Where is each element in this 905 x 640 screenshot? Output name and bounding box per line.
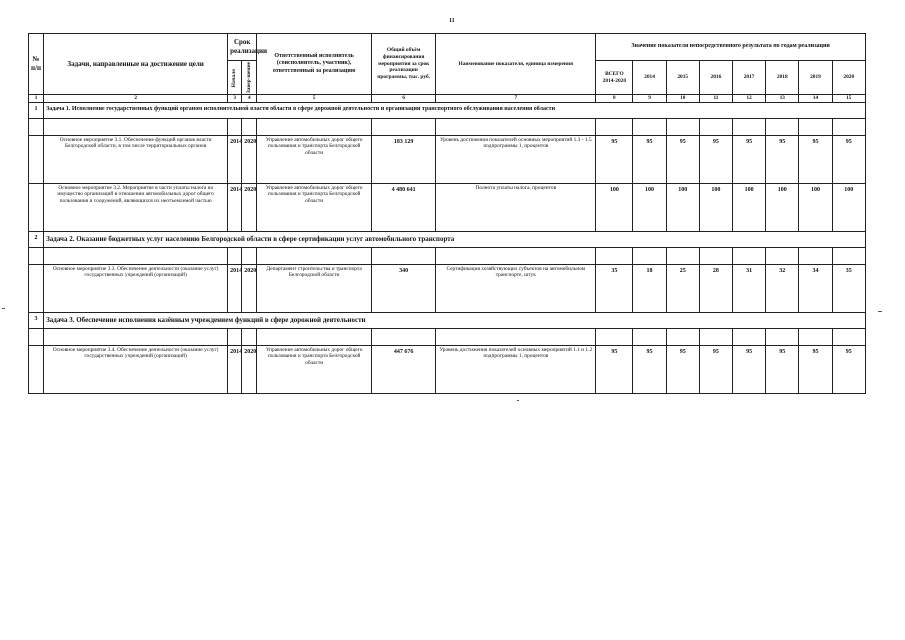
header-values: Значение показателя непосредственного результата по годам реализации [596,34,866,61]
column-number: 12 [733,95,766,103]
value-year: 95 [633,345,666,393]
header-year: 2020 [832,61,865,95]
header-task: Задачи, направленные на достижение цели [44,34,228,95]
column-number: 4 [242,95,257,103]
column-number: 6 [371,95,435,103]
header-year: 2017 [733,61,766,95]
task-number: 1 [29,102,44,118]
budget: 340 [371,264,435,312]
measure-name: Основное мероприятие 3.4. Обеспечение деятельности (оказание услуг) государственных учреждений (организаций) [44,345,228,393]
indicator: Уровень достижения показателей основных мероприятий 1.3 - 1.5 подпрограммы 1, процентов [436,135,596,183]
scan-mark [878,311,882,312]
value-year: 100 [666,183,699,231]
column-number: 7 [436,95,596,103]
start-year: 2014 [228,183,242,231]
end-year: 2020 [242,183,257,231]
value-year: 100 [766,183,799,231]
column-number: 11 [699,95,732,103]
column-number: 9 [633,95,666,103]
value-year: 95 [699,345,732,393]
indicator: Полнота уплаты налога, процентов [436,183,596,231]
value-year: 25 [666,264,699,312]
value-year: 95 [666,345,699,393]
header-total: ВСЕГО 2014-2020 [596,61,633,95]
value-year: 100 [832,183,865,231]
end-year: 2020 [242,135,257,183]
header-start: Начало [228,61,242,95]
budget: 4 480 641 [371,183,435,231]
header-year: 2019 [799,61,832,95]
value-year: 95 [832,135,865,183]
header-year: 2018 [766,61,799,95]
value-total: 95 [596,135,633,183]
table-row [29,264,866,312]
header-year: 2016 [699,61,732,95]
column-number: 8 [596,95,633,103]
table-row [29,135,866,183]
page-number: 11 [449,18,455,24]
header-year: 2015 [666,61,699,95]
indicator: Сертификация хозяйствующих субъектов на автомобильном транспорте, штук [436,264,596,312]
value-total: 95 [596,345,633,393]
end-year: 2020 [242,264,257,312]
task-title: Задача 1. Исполнение государственных функций органом исполнительной власти области в сфере дорожной деятельности и организации транспортного обслуживания населения области [44,102,866,118]
value-year: 34 [799,264,832,312]
task-row [29,231,866,247]
column-number: 13 [766,95,799,103]
header-budget: Общий объём финансирования мероприятия за срок реализации программы, тыс. руб. [371,34,435,95]
column-number-row [29,95,866,103]
task-number: 3 [29,312,44,328]
value-year: 18 [633,264,666,312]
column-number: 5 [257,95,372,103]
start-year: 2014 [228,264,242,312]
measure-name: Основное мероприятие 3.2. Мероприятие в части уплаты налога на имущество организаций в отношении автомобильных дорог общего пользования и сооружений, являющихся их неотъемлемой частью [44,183,228,231]
table-row [29,345,866,393]
value-year: 35 [832,264,865,312]
task-row [29,102,866,118]
value-year: 95 [733,135,766,183]
budget: 447 676 [371,345,435,393]
table-row [29,183,866,231]
value-year: 28 [699,264,732,312]
column-number: 2 [44,95,228,103]
executor: Департамент строительства и транспорта Белгородской области [257,264,372,312]
end-year: 2020 [242,345,257,393]
executor: Управление автомобильных дорог общего пользования и транспорта Белгородской области [257,345,372,393]
header-term: Срок реализации [228,34,257,61]
value-total: 35 [596,264,633,312]
results-table [28,33,866,394]
header-year: 2014 [633,61,666,95]
value-year: 95 [799,345,832,393]
scan-mark [517,400,519,401]
value-year: 95 [699,135,732,183]
value-year: 100 [733,183,766,231]
column-number: 1 [29,95,44,103]
value-year: 100 [699,183,732,231]
value-year: 95 [766,135,799,183]
value-year: 95 [799,135,832,183]
value-year: 95 [733,345,766,393]
value-year: 31 [733,264,766,312]
budget: 183 129 [371,135,435,183]
value-year: 32 [766,264,799,312]
start-year: 2014 [228,135,242,183]
header-end: Завер-шение [242,61,257,95]
scan-mark [2,308,5,309]
measure-name: Основное мероприятие 3.3. Обеспечение деятельности (оказание услуг) государственных учреждений (организаций) [44,264,228,312]
executor: Управление автомобильных дорог общего пользования и транспорта Белгородской области [257,183,372,231]
column-number: 14 [799,95,832,103]
indicator: Уровень достижения показателей основных мероприятий 1.1 и 1.2 подпрограммы 1, процентов [436,345,596,393]
task-row [29,312,866,328]
executor: Управление автомобильных дорог общего пользования и транспорта Белгородской области [257,135,372,183]
value-year: 100 [633,183,666,231]
header-executor: Ответственный исполнитель (соисполнитель, участник), ответственный за реализацию [257,34,372,95]
value-year: 95 [633,135,666,183]
start-year: 2014 [228,345,242,393]
column-number: 10 [666,95,699,103]
value-year: 100 [799,183,832,231]
value-year: 95 [666,135,699,183]
column-number: 3 [228,95,242,103]
measure-name: Основное мероприятие 3.1. Обеспечение функций органов власти Белгородской области, в том числе территориальных органов [44,135,228,183]
header-indicator: Наименование показателя, единица измерения [436,34,596,95]
value-year: 95 [832,345,865,393]
value-year: 95 [766,345,799,393]
task-number: 2 [29,231,44,247]
task-title: Задача 3. Обеспечение исполнения казённым учреждением функций в сфере дорожной деятельности [44,312,866,328]
value-total: 100 [596,183,633,231]
header-no: № п/п [29,34,44,95]
column-number: 15 [832,95,865,103]
task-title: Задача 2. Оказание бюджетных услуг населению Белгородской области в сфере сертификации услуг автомобильного транспорта [44,231,866,247]
